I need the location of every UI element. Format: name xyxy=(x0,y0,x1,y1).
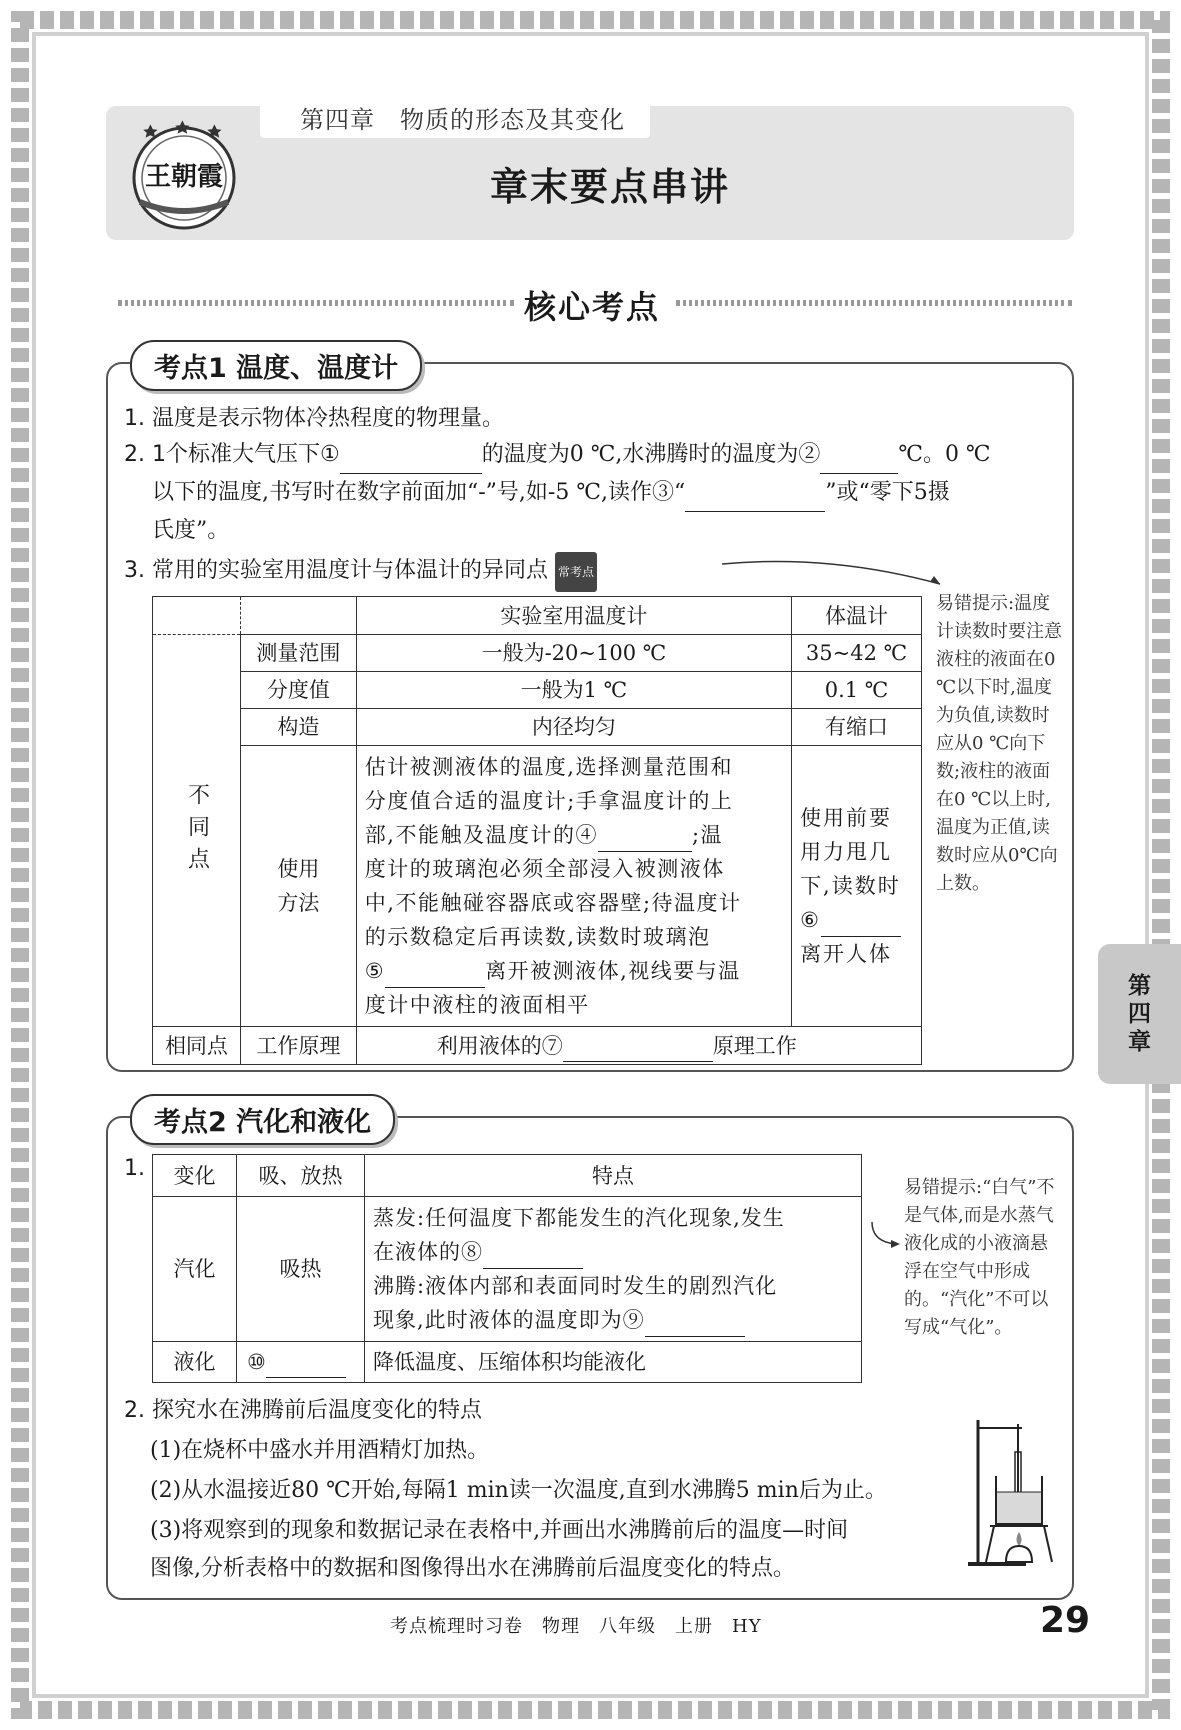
blank-2[interactable] xyxy=(820,448,898,474)
experiment-step-3b: 图像,分析表格中的数据和图像得出水在沸腾前后温度变化的特点。 xyxy=(150,1556,795,1581)
blank-10[interactable] xyxy=(266,1352,346,1378)
body-structure: 有缩口 xyxy=(792,709,922,746)
body-use-line: 使用前要 xyxy=(800,806,893,830)
item2-line2-a: 以下的温度,书写时在数字前面加“-”号,如-5 ℃,读作③“ xyxy=(152,480,686,505)
error-tip-1: 易错提示:温度计读数时要注意液柱的液面在0 ℃以下时,温度为负值,读数时应从0 ℃向下数;液柱的液面在0 ℃以上时,温度为正值,读数时应从0℃向上数。 xyxy=(936,593,1062,894)
row-label: 构造 xyxy=(240,709,356,746)
arrow-to-note xyxy=(720,556,950,596)
diff-label: 不同点 xyxy=(184,782,210,879)
feature-line: 沸腾:液体内部和表面同时发生的剧烈汽化 xyxy=(373,1274,778,1298)
feature-line xyxy=(373,1235,853,1269)
body-use-method xyxy=(792,746,922,1027)
error-tip-2: 易错提示:“白气”不是气体,而是水蒸气液化成的小液滴悬浮在空气中形成的。“汽化”不可以写成“气化”。 xyxy=(904,1177,1055,1338)
topic1-item3 xyxy=(124,552,597,592)
frequent-point-badge: 常考点 xyxy=(555,552,597,592)
liquefaction-feature: 降低温度、压缩体积均能液化 xyxy=(365,1342,862,1383)
header-clinical-thermometer: 体温计 xyxy=(792,597,922,635)
body-use-line xyxy=(800,903,913,937)
use-method-label-cell xyxy=(240,746,356,1027)
vaporization-features xyxy=(365,1197,862,1342)
topic1-heading: 考点1 温度、温度计 xyxy=(130,340,422,391)
row-label: 测量范围 xyxy=(240,635,356,672)
lab-division: 一般为1 ℃ xyxy=(356,672,791,709)
blank-3[interactable] xyxy=(685,486,825,512)
liquefaction-heat xyxy=(237,1342,365,1383)
experiment-step-3a: (3)将观察到的现象和数据记录在表格中,并画出水沸腾前后的温度—时间 xyxy=(150,1518,849,1543)
corner-cell xyxy=(153,597,241,635)
lab-structure: 内径均匀 xyxy=(356,709,791,746)
lab-use-method xyxy=(356,746,791,1027)
footer-book-info: 考点梳理时习卷 物理 八年级 上册 HY xyxy=(390,1616,762,1637)
body-range: 35~42 ℃ xyxy=(792,635,922,672)
body-use-line: 用力甩几 xyxy=(800,840,893,864)
body-use-text: ⑥ xyxy=(800,908,821,932)
topic1-item1: 1. 温度是表示物体冷热程度的物理量。 xyxy=(124,406,504,431)
arrow-to-note-2 xyxy=(866,1218,906,1258)
divider-left xyxy=(118,300,514,306)
blank-8[interactable] xyxy=(483,1243,583,1269)
thermometer-table xyxy=(152,596,922,1065)
same-label: 相同点 xyxy=(153,1027,241,1065)
lab-use-line: 中,不能触碰容器底或容器壁;待温度计 xyxy=(364,891,742,915)
principle-text-a: 利用液体的⑦ xyxy=(436,1033,563,1058)
chapter-title: 第四章 物质的形态及其变化 xyxy=(300,106,625,134)
header-change: 变化 xyxy=(153,1155,237,1197)
topic2-item2: 2. 探究水在沸腾前后温度变化的特点 xyxy=(124,1398,482,1423)
topic2-heading: 考点2 汽化和液化 xyxy=(130,1094,395,1145)
blank-9[interactable] xyxy=(645,1311,745,1337)
topic1-item2-line3: 氏度”。 xyxy=(152,518,230,543)
lab-range: 一般为-20~100 ℃ xyxy=(356,635,791,672)
topic1-item2-line1 xyxy=(124,436,991,474)
heat-marker: ⑩ xyxy=(247,1350,266,1374)
header-lab-thermometer: 实验室用温度计 xyxy=(356,597,791,635)
feature-text: 在液体的⑧ xyxy=(373,1240,483,1264)
principle-text-b: 原理工作 xyxy=(712,1033,797,1058)
body-use-line: 下,读数时 xyxy=(800,874,901,898)
body-division: 0.1 ℃ xyxy=(792,672,922,709)
boiling-apparatus-illustration xyxy=(966,1414,1062,1570)
same-principle xyxy=(356,1027,921,1065)
lab-use-text: 离开被测液体,视线要与温 xyxy=(485,959,741,983)
blank-1[interactable] xyxy=(340,448,482,474)
item2-text-a: 2. 1个标准大气压下① xyxy=(124,442,340,467)
same-sub-label: 工作原理 xyxy=(240,1027,356,1065)
row-label: 分度值 xyxy=(240,672,356,709)
experiment-step-2: (2)从水温接近80 ℃开始,每隔1 min读一次温度,直到水沸腾5 min后为止。 xyxy=(150,1478,887,1503)
lab-use-line: 估计被测液体的温度,选择测量范围和 xyxy=(364,755,733,779)
vaporization-table xyxy=(152,1154,862,1383)
lab-use-text: 部,不能触及温度计的④ xyxy=(364,823,598,847)
header-feature: 特点 xyxy=(365,1155,862,1197)
chapter-side-tab xyxy=(1098,944,1181,1084)
diff-label-cell xyxy=(153,635,241,1027)
vaporization-heat: 吸热 xyxy=(237,1197,365,1342)
lab-use-line: 度计的玻璃泡必须全部浸入被测液体 xyxy=(364,857,725,881)
blank-4[interactable] xyxy=(598,826,692,852)
corner-cell-2 xyxy=(240,597,356,635)
lab-use-text: ⑤ xyxy=(364,959,386,983)
body-use-line: 离开人体 xyxy=(800,942,893,966)
item2-text-c: ℃。0 ℃ xyxy=(898,442,991,467)
topic2-item1-num: 1. xyxy=(124,1156,145,1181)
side-tab-label: 第四章 xyxy=(1128,973,1151,1055)
blank-5[interactable] xyxy=(385,962,485,988)
liquefaction-label: 液化 xyxy=(153,1342,237,1383)
lab-use-line: 分度值合适的温度计;手拿温度计的上 xyxy=(364,789,734,813)
core-points-heading: 核心考点 xyxy=(524,288,661,326)
feature-line: 蒸发:任何温度下都能发生的汽化现象,发生 xyxy=(373,1206,785,1230)
blank-7[interactable] xyxy=(563,1036,713,1062)
lab-use-line: 度计中液柱的液面相平 xyxy=(364,993,590,1017)
blank-6[interactable] xyxy=(821,911,901,937)
lab-use-line xyxy=(365,818,783,852)
lab-use-text: ;温 xyxy=(691,823,724,847)
vaporization-label: 汽化 xyxy=(153,1197,237,1342)
divider-right xyxy=(676,300,1072,306)
item3-text: 3. 常用的实验室用温度计与体温计的异同点 xyxy=(124,558,548,583)
lab-use-line xyxy=(365,954,783,988)
experiment-step-1: (1)在烧杯中盛水并用酒精灯加热。 xyxy=(150,1438,490,1463)
feature-line xyxy=(373,1303,853,1337)
page-number: 29 xyxy=(1040,1600,1091,1641)
feature-text: 现象,此时液体的温度即为⑨ xyxy=(373,1308,645,1332)
item2-line2-b: ”或“零下5摄 xyxy=(825,480,950,505)
logo-lettering: 王朝霞 xyxy=(144,162,223,192)
topic1-item2-line2 xyxy=(152,474,950,512)
page-title: 章末要点串讲 xyxy=(490,165,731,209)
lab-use-line: 的示数稳定后再读数,读数时玻璃泡 xyxy=(364,925,711,949)
header-heat: 吸、放热 xyxy=(237,1155,365,1197)
item2-text-b: 的温度为0 ℃,水沸腾时的温度为② xyxy=(481,442,821,467)
use-method-label: 使用方法 xyxy=(277,857,320,915)
